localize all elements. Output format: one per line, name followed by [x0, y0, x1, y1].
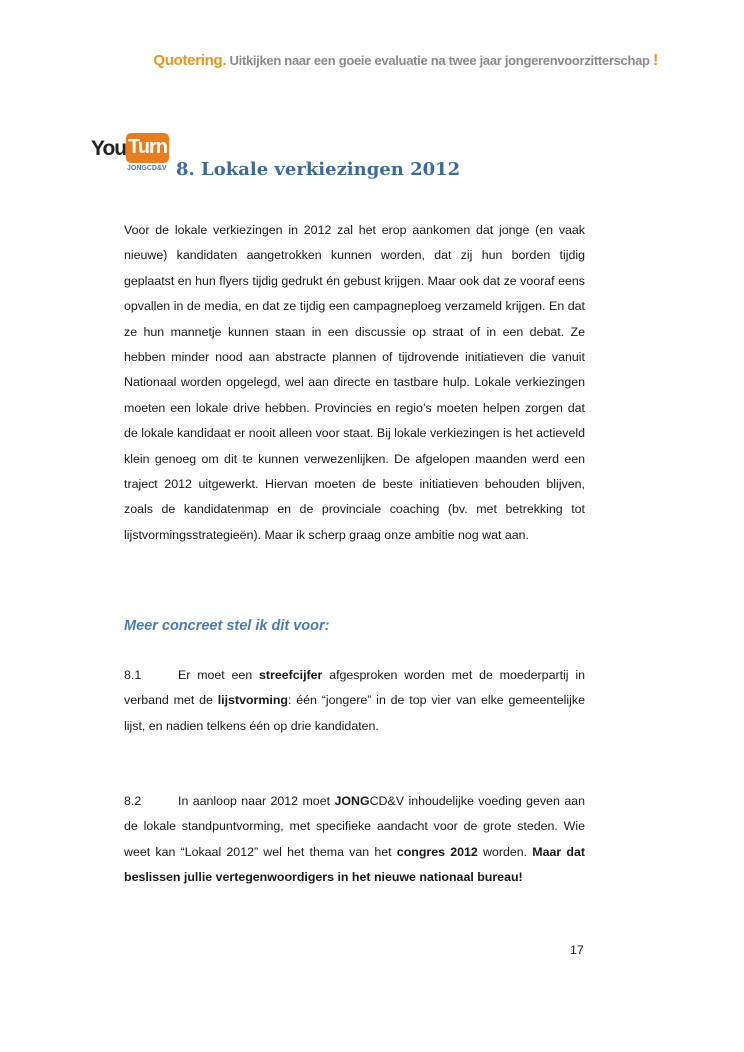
subheading-concrete: Meer concreet stel ik dit voor: [124, 618, 330, 634]
item-text: CD&V inhoudelijke voeding geven aan de lokale standpuntvorming, met specifieke aandacht voor de grote steden. Wie weet kan “Lokaal 2012” wel het thema van het [124, 794, 585, 859]
page-number: 17 [570, 943, 584, 957]
item-number: 8.2 [124, 794, 142, 808]
item-text: worden. [477, 844, 533, 859]
item-bold: Maar dat beslissen jullie vertegenwoordigers in het nieuwe nationaal bureau! [124, 844, 585, 885]
list-item [124, 663, 585, 739]
item-text: : één “jongere” in de top vier van elke gemeentelijke lijst, en nadien telkens één op drie kandidaten. [124, 693, 585, 733]
header-exclaim: ! [652, 52, 658, 69]
item-bold: lijstvorming [217, 693, 288, 708]
header-brand: Quotering. [153, 52, 227, 69]
item-bold: streefcijfer [259, 668, 323, 682]
youturn-logo [91, 133, 171, 179]
item-text: Er moet een [178, 668, 260, 682]
list-item [124, 789, 585, 891]
item-text: afgesproken worden met de moederpartij in verband met de [124, 668, 585, 708]
item-number: 8.1 [124, 668, 142, 682]
item-bold: congres 2012 [396, 844, 478, 859]
logo-word-turn: Turn [128, 136, 167, 158]
intro-paragraph: Voor de lokale verkiezingen in 2012 zal het erop aankomen dat jonge (en vaak nieuwe) kandidaten aangetrokken kunnen worden, dat zij hun borden tijdig geplaatst en hun flyers tijdig gedrukt én gebust krijgen. Maar ook dat ze vooraf eens opvallen in de media, en dat ze tijdig een campagneploeg verzameld krijgen. En dat ze hun mannetje kunnen staan in een discussie op straat of in een debat. Ze hebben minder nood aan abstracte plannen of tijdrovende initiatieven die vanuit Nationaal worden opgelegd, wel aan directe en tastbare hulp. Lokale verkiezingen moeten een lokale drive hebben. Provincies en regio’s moeten helpen zorgen dat de lokale kandidaat er nooit alleen voor staat. Bij lokale verkiezingen is het actieveld klein genoeg om dit te kunnen verwezenlijken. De afgelopen maanden werd een traject 2012 uitgewerkt. Hiervan moeten de beste initiatieven behouden blijven, zoals de kandidatenmap en de provinciale coaching (bv. met betrekking tot lijstvormingsstrategieën). Maar ik scherp graag onze ambitie nog wat aan. [124, 223, 585, 542]
running-header [153, 52, 658, 70]
logo-subtitle: JONGCD&V [127, 165, 167, 172]
item-text: In aanloop naar 2012 moet [178, 794, 335, 808]
logo-word-you: You [91, 137, 127, 160]
header-tagline: Uitkijken naar een goeie evaluatie na twee jaar jongerenvoorzitterschap [226, 53, 653, 68]
section-title: 8. Lokale verkiezingen 2012 [176, 159, 461, 180]
item-bold: JONG [334, 794, 370, 808]
